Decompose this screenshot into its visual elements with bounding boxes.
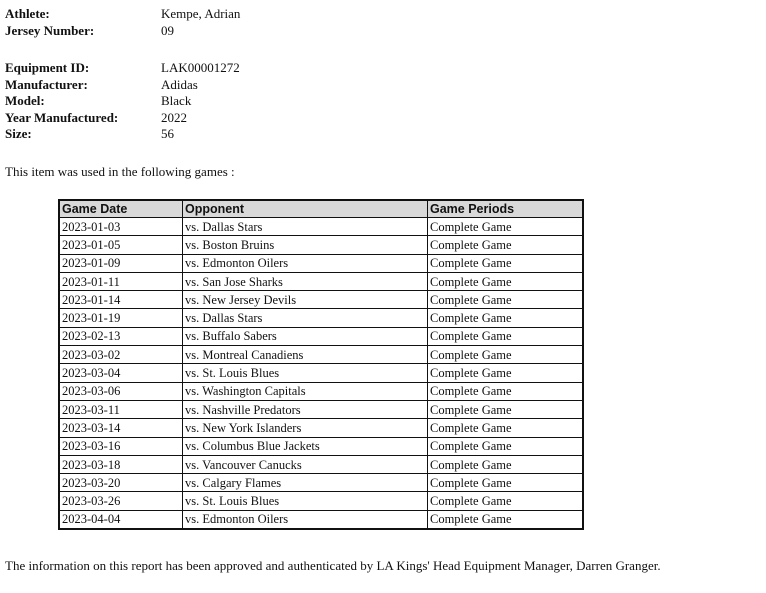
opponent-cell: vs. New Jersey Devils [183,291,428,309]
table-row [59,510,583,529]
game-periods-cell: Complete Game [428,400,584,418]
game-date-cell: 2023-03-14 [59,419,183,437]
table-row [59,218,583,236]
game-periods-cell: Complete Game [428,236,584,254]
header-opponent: Opponent [183,200,428,218]
opponent-cell: vs. Columbus Blue Jackets [183,437,428,455]
table-row [59,254,583,272]
athlete-label: Athlete: [5,6,50,21]
game-date-cell: 2023-01-03 [59,218,183,236]
opponent-cell: vs. St. Louis Blues [183,492,428,510]
opponent-cell: vs. Boston Bruins [183,236,428,254]
opponent-cell: vs. Calgary Flames [183,474,428,492]
game-date-cell: 2023-03-04 [59,364,183,382]
table-row [59,382,583,400]
game-periods-cell: Complete Game [428,437,584,455]
game-periods-cell: Complete Game [428,419,584,437]
game-date-cell: 2023-03-20 [59,474,183,492]
manufacturer-value: Adidas [161,76,198,92]
game-date-cell: 2023-03-02 [59,346,183,364]
table-row [59,327,583,345]
game-periods-cell: Complete Game [428,510,584,529]
opponent-cell: vs. St. Louis Blues [183,364,428,382]
table-row [59,272,583,290]
game-date-cell: 2023-04-04 [59,510,183,529]
intro-text: This item was used in the following games : [5,164,235,179]
game-periods-cell: Complete Game [428,455,584,473]
game-date-cell: 2023-02-13 [59,327,183,345]
game-date-cell: 2023-03-16 [59,437,183,455]
game-date-cell: 2023-01-14 [59,291,183,309]
size-label: Size: [5,126,32,141]
opponent-cell: vs. San Jose Sharks [183,272,428,290]
game-periods-cell: Complete Game [428,218,584,236]
games-table [58,199,584,530]
equipment-id-label: Equipment ID: [5,60,90,75]
game-date-cell: 2023-01-09 [59,254,183,272]
size-value: 56 [161,126,174,141]
game-date-cell: 2023-03-06 [59,382,183,400]
equipment-id-value: LAK00001272 [161,60,240,75]
game-periods-cell: Complete Game [428,382,584,400]
table-row [59,455,583,473]
game-date-cell: 2023-03-18 [59,455,183,473]
header-game-date: Game Date [59,200,183,218]
table-row [59,346,583,364]
game-periods-cell: Complete Game [428,327,584,345]
table-row [59,291,583,309]
table-row [59,492,583,510]
table-row [59,364,583,382]
game-periods-cell: Complete Game [428,254,584,272]
year-label: Year Manufactured: [5,109,119,125]
jersey-label: Jersey Number: [5,23,95,38]
table-row [59,400,583,418]
table-header-row [59,200,583,218]
game-date-cell: 2023-01-11 [59,272,183,290]
game-date-cell: 2023-01-19 [59,309,183,327]
manufacturer-label: Manufacturer: [5,76,88,92]
year-value: 2022 [161,109,187,125]
game-periods-cell: Complete Game [428,291,584,309]
opponent-cell: vs. Nashville Predators [183,400,428,418]
jersey-value: 09 [161,23,174,38]
header-game-periods: Game Periods [428,200,584,218]
table-row [59,309,583,327]
opponent-cell: vs. Edmonton Oilers [183,254,428,272]
game-periods-cell: Complete Game [428,309,584,327]
model-value: Black [161,93,192,108]
table-row [59,437,583,455]
approval-footer: The information on this report has been approved and authenticated by LA Kings' Head Equipment Manager, Darren Granger. [5,558,661,573]
table-row [59,236,583,254]
opponent-cell: vs. Vancouver Canucks [183,455,428,473]
game-periods-cell: Complete Game [428,492,584,510]
game-date-cell: 2023-03-11 [59,400,183,418]
opponent-cell: vs. New York Islanders [183,419,428,437]
opponent-cell: vs. Montreal Canadiens [183,346,428,364]
table-row [59,419,583,437]
game-periods-cell: Complete Game [428,346,584,364]
opponent-cell: vs. Dallas Stars [183,309,428,327]
opponent-cell: vs. Washington Capitals [183,382,428,400]
opponent-cell: vs. Edmonton Oilers [183,510,428,529]
game-periods-cell: Complete Game [428,474,584,492]
games-table-body [59,218,583,530]
model-label: Model: [5,93,45,108]
opponent-cell: vs. Dallas Stars [183,218,428,236]
game-date-cell: 2023-03-26 [59,492,183,510]
game-periods-cell: Complete Game [428,364,584,382]
table-row [59,474,583,492]
athlete-value: Kempe, Adrian [161,6,241,21]
game-date-cell: 2023-01-05 [59,236,183,254]
opponent-cell: vs. Buffalo Sabers [183,327,428,345]
game-periods-cell: Complete Game [428,272,584,290]
